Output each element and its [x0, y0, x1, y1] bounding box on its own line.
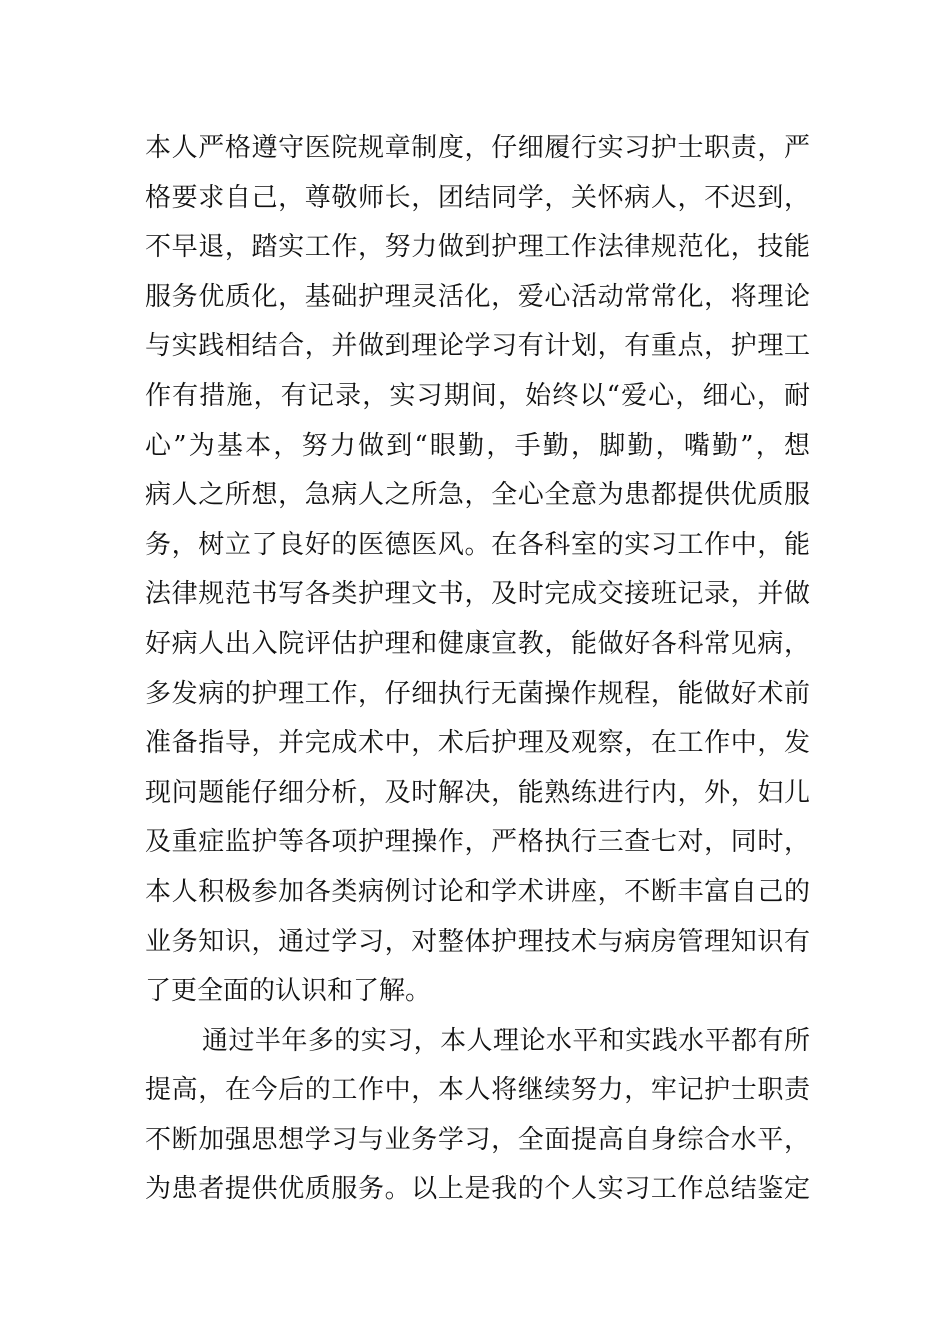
text-line: 与实践相结合，并做到理论学习有计划，有重点，护理工: [145, 331, 810, 362]
text-line: 不早退，踏实工作，努力做到护理工作法律规范化，技能: [145, 232, 810, 263]
text-line: 心”为基本，努力做到“眼勤，手勤，脚勤，嘴勤”，想: [145, 430, 810, 461]
text-line: 作有措施，有记录，实习期间，始终以“爱心，细心，耐: [145, 380, 810, 411]
text-line: 业务知识，通过学习，对整体护理技术与病房管理知识有: [145, 926, 810, 957]
text-line: 及重症监护等各项护理操作，严格执行三查七对，同时，: [145, 827, 810, 858]
paragraph-1: [145, 124, 810, 1017]
body-text: [145, 124, 810, 1215]
text-line: 格要求自己，尊敬师长，团结同学，关怀病人，不迟到，: [145, 182, 810, 213]
text-line: 多发病的护理工作，仔细执行无菌操作规程，能做好术前: [145, 678, 810, 709]
text-line: 现问题能仔细分析，及时解决，能熟练进行内，外，妇儿: [145, 777, 810, 808]
text-line: 通过半年多的实习，本人理论水平和实践水平都有所: [202, 1025, 810, 1056]
text-line: 好病人出入院评估护理和健康宣教，能做好各科常见病，: [145, 628, 810, 659]
paragraph-2: [145, 1017, 810, 1215]
text-line: 本人严格遵守医院规章制度，仔细履行实习护士职责，严: [145, 133, 810, 163]
text-line: 法律规范书写各类护理文书，及时完成交接班记录，并做: [145, 579, 810, 610]
text-line: 服务优质化，基础护理灵活化，爱心活动常常化，将理论: [145, 281, 810, 312]
text-line: 务，树立了良好的医德医风。在各科室的实习工作中，能: [145, 529, 810, 560]
text-line: 本人积极参加各类病例讨论和学术讲座，不断丰富自己的: [145, 876, 810, 907]
text-line: 了更全面的认识和了解。: [145, 976, 432, 1007]
text-line: 不断加强思想学习与业务学习，全面提高自身综合水平，: [145, 1124, 810, 1155]
text-line: 病人之所想，急病人之所急，全心全意为患都提供优质服: [145, 480, 810, 511]
text-line: 提高，在今后的工作中，本人将继续努力，牢记护士职责: [145, 1075, 810, 1106]
text-line: 准备指导，并完成术中，术后护理及观察，在工作中，发: [145, 728, 810, 759]
text-line: 为患者提供优质服务。以上是我的个人实习工作总结鉴定: [145, 1174, 810, 1205]
